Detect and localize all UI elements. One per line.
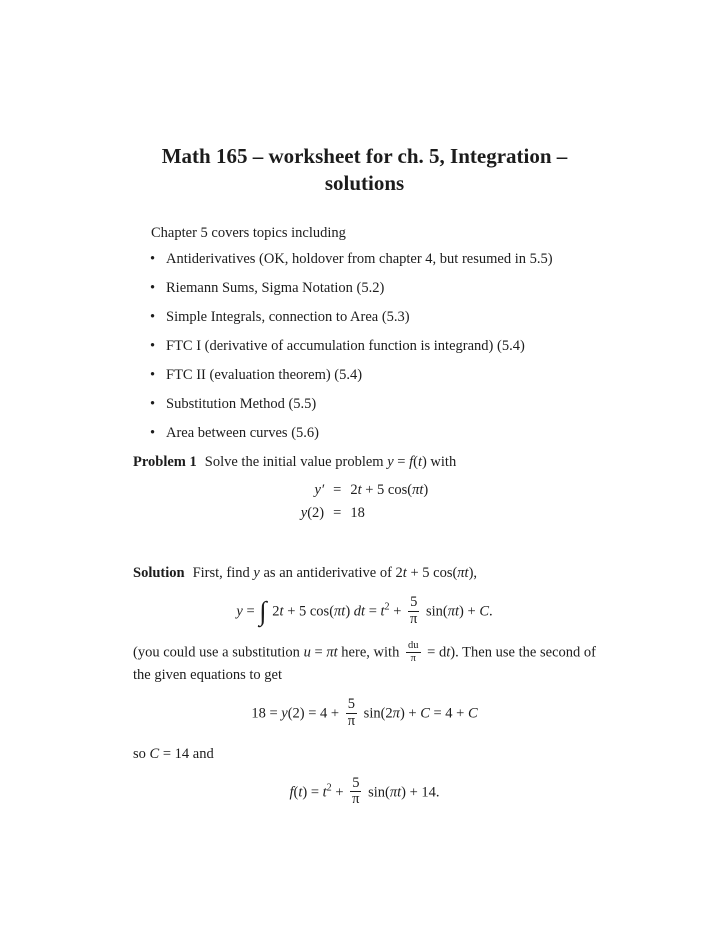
equation-rhs: 18 <box>350 505 365 521</box>
equation-lhs: y′ <box>314 482 325 498</box>
bullet-icon: • <box>150 280 156 296</box>
intro-paragraph: Chapter 5 covers topics including <box>151 225 346 241</box>
solution-paragraph <box>133 563 596 583</box>
equation-rhs: 2t + 5 cos(πt) <box>350 482 429 498</box>
antiderivative-equation: y = ∫ 2t + 5 cos(πt) dt = $t^2$ + $\frac{5}{\pi}$ sin(πt) + C. <box>236 594 493 627</box>
bullet-icon: • <box>150 367 156 383</box>
list-item <box>133 365 596 385</box>
substitution-paragraph: (you could use a substitution u = πt here, with $\frac{du}{\pi}$ = dt). Then use the second of the given equations to get <box>133 640 596 684</box>
list-item <box>133 278 596 298</box>
topic-text: Substitution Method (5.5) <box>166 396 317 412</box>
list-item <box>133 336 596 356</box>
equation-lhs: y(2) <box>300 505 325 521</box>
list-item <box>133 423 596 443</box>
solution-label: Solution <box>133 565 185 581</box>
list-item <box>133 394 596 414</box>
bullet-icon: • <box>150 396 156 412</box>
ivp-equations <box>133 480 596 523</box>
page-title <box>133 143 596 197</box>
topic-text: Simple Integrals, connection to Area (5.3) <box>166 309 410 325</box>
topics-list <box>133 249 596 443</box>
evaluation-equation: 18 = y(2) = 4 + $\frac{5}{\pi}$ sin(2π) + C = 4 + C <box>251 696 478 730</box>
problem1-paragraph <box>133 452 596 472</box>
final-equation: $f(t) = t^2$ + $\frac{5}{\pi}$ sin(πt) + 14. <box>289 774 440 808</box>
list-item <box>133 249 596 269</box>
bullet-icon: • <box>150 425 156 441</box>
problem1-label: Problem 1 <box>133 454 197 470</box>
list-item <box>133 307 596 327</box>
topic-text: Riemann Sums, Sigma Notation (5.2) <box>166 280 385 296</box>
bullet-icon: • <box>150 338 156 354</box>
title-line-2: solutions <box>324 171 405 195</box>
topic-text: FTC II (evaluation theorem) (5.4) <box>166 367 363 383</box>
equation-rel: = <box>333 505 342 521</box>
problem1-statement: Solve the initial value problem y = f(t) with <box>204 454 457 470</box>
so-c-paragraph: so C = 14 and <box>133 745 214 762</box>
topic-text: Area between curves (5.6) <box>166 425 319 441</box>
topic-text: Antiderivatives (OK, holdover from chapter 4, but resumed in 5.5) <box>166 251 553 267</box>
solution-statement: First, find y as an antiderivative of 2t + 5 cos(πt), <box>192 565 478 581</box>
equation-rel: = <box>333 482 342 498</box>
bullet-icon: • <box>150 309 156 325</box>
topic-text: FTC I (derivative of accumulation function is integrand) (5.4) <box>166 338 525 354</box>
title-line-1: Math 165 – worksheet for ch. 5, Integration – <box>161 144 568 168</box>
bullet-icon: • <box>150 251 156 267</box>
